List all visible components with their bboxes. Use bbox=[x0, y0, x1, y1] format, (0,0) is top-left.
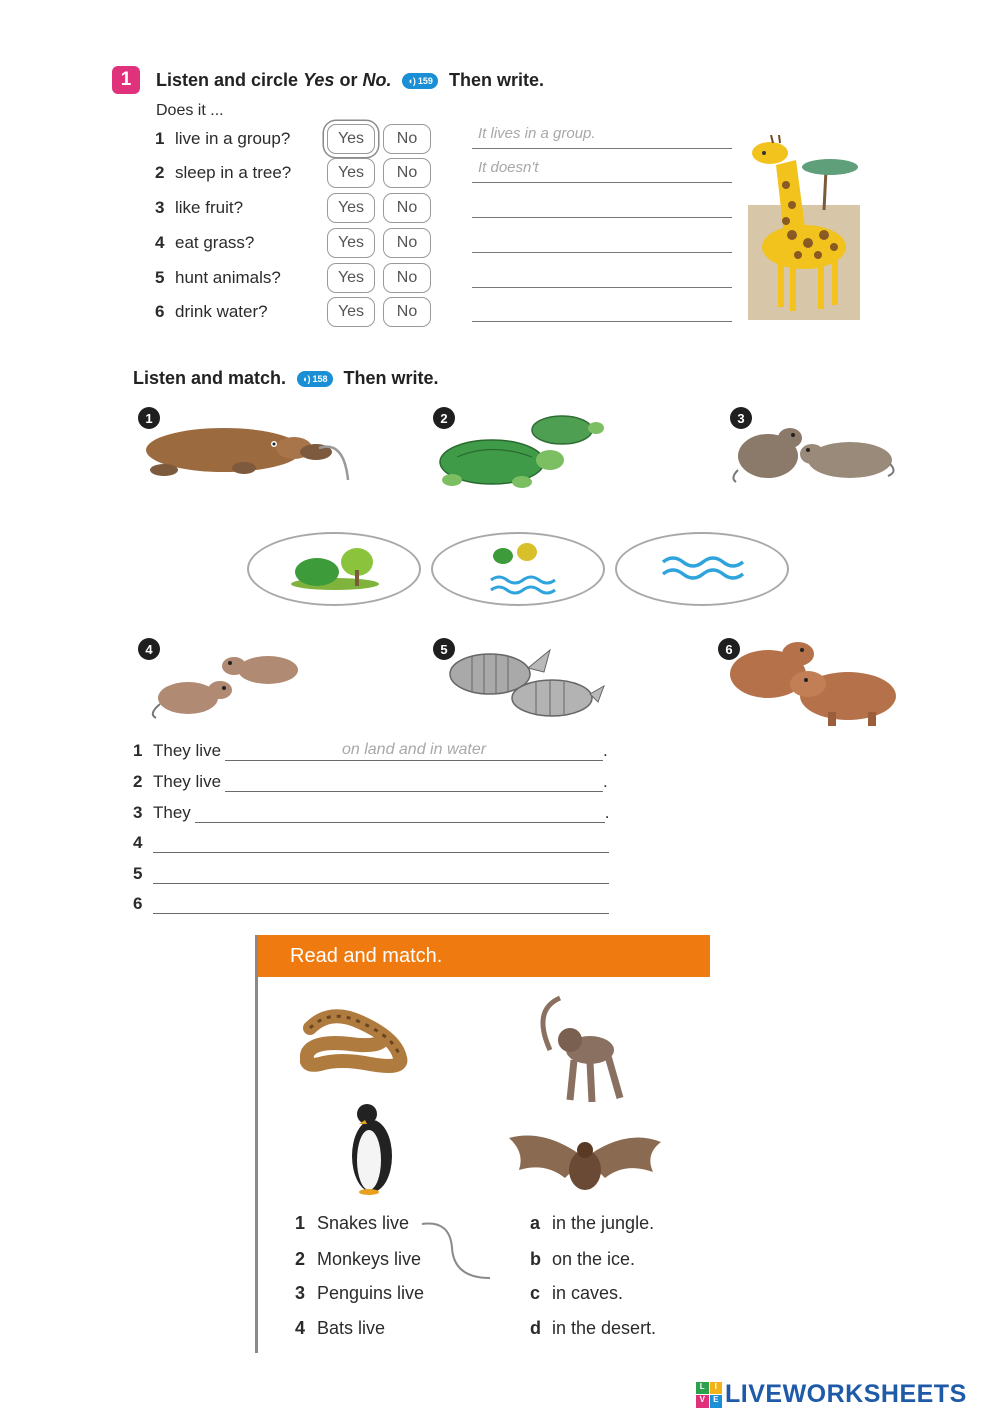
no-label: No bbox=[396, 269, 418, 286]
match-right-item[interactable] bbox=[530, 1315, 656, 1341]
sentence-start: They live bbox=[153, 741, 222, 760]
exercise2-heading bbox=[133, 368, 439, 389]
no-option[interactable] bbox=[383, 297, 431, 327]
sentence-number: 5 bbox=[133, 864, 143, 883]
logo-letter: V bbox=[696, 1395, 709, 1408]
answer-text: It doesn't bbox=[478, 159, 539, 176]
question-text: sleep in a tree? bbox=[175, 163, 292, 182]
question-row bbox=[155, 193, 243, 223]
answer-input[interactable] bbox=[472, 194, 732, 218]
snake-photo bbox=[300, 1008, 420, 1078]
animal-number-badge: 5 bbox=[433, 638, 455, 660]
penguin-photo bbox=[345, 1100, 400, 1196]
writing-row bbox=[133, 737, 608, 761]
writing-input[interactable] bbox=[153, 894, 609, 914]
yes-label: Yes bbox=[337, 164, 365, 181]
heading-part: Then write. bbox=[343, 368, 439, 388]
match-right-item[interactable] bbox=[530, 1210, 654, 1236]
logo-letter: E bbox=[710, 1395, 723, 1408]
yes-label: Yes bbox=[337, 199, 365, 216]
question-text: live in a group? bbox=[175, 129, 291, 148]
logo-letter: L bbox=[696, 1382, 709, 1395]
writing-input[interactable] bbox=[153, 864, 609, 884]
heading-or: or bbox=[339, 70, 358, 90]
trees-icon bbox=[249, 534, 419, 604]
habitat-land-water-bubble[interactable] bbox=[431, 532, 605, 606]
bat-photo bbox=[505, 1128, 665, 1194]
sentence-number: 4 bbox=[133, 833, 143, 852]
question-text: like fruit? bbox=[175, 198, 244, 217]
writing-row bbox=[133, 768, 608, 792]
match-right-letter: c bbox=[530, 1282, 541, 1303]
match-line-example bbox=[420, 1218, 500, 1284]
sentence-end: . bbox=[603, 772, 608, 791]
question-number: 1 bbox=[155, 129, 165, 148]
match-left-number: 3 bbox=[295, 1282, 306, 1303]
match-right-letter: d bbox=[530, 1317, 541, 1338]
yes-label: Yes bbox=[337, 269, 365, 286]
answer-input[interactable] bbox=[472, 125, 732, 149]
sentence-number: 1 bbox=[133, 741, 143, 760]
no-label: No bbox=[396, 130, 418, 147]
writing-answer: on land and in water bbox=[341, 741, 487, 758]
trees-and-water-icon bbox=[433, 534, 603, 604]
question-number: 6 bbox=[155, 302, 165, 321]
match-left-number: 1 bbox=[295, 1212, 306, 1233]
heading-no: No. bbox=[362, 70, 392, 90]
habitat-water-bubble[interactable] bbox=[615, 532, 789, 606]
writing-row bbox=[133, 799, 610, 823]
no-option[interactable] bbox=[383, 263, 431, 293]
question-text: eat grass? bbox=[175, 233, 255, 252]
match-right-text: on the ice. bbox=[552, 1248, 636, 1269]
giraffe-illustration bbox=[748, 135, 860, 320]
match-left-text: Snakes live bbox=[317, 1212, 410, 1233]
writing-row bbox=[133, 890, 609, 914]
no-option[interactable] bbox=[383, 158, 431, 188]
match-left-number: 4 bbox=[295, 1317, 306, 1338]
yes-option[interactable] bbox=[327, 158, 375, 188]
audio-track-icon[interactable]: ◖) 158 bbox=[297, 371, 332, 387]
writing-input[interactable] bbox=[195, 803, 605, 823]
question-number: 5 bbox=[155, 268, 165, 287]
answer-input[interactable] bbox=[472, 229, 732, 253]
sentence-end: . bbox=[603, 741, 608, 760]
no-label: No bbox=[396, 199, 418, 216]
match-left-text: Monkeys live bbox=[317, 1248, 422, 1269]
sentence-number: 2 bbox=[133, 772, 143, 791]
exercise3-heading-bar bbox=[258, 935, 710, 977]
no-option[interactable] bbox=[383, 193, 431, 223]
match-right-item[interactable] bbox=[530, 1246, 635, 1272]
yes-option[interactable] bbox=[327, 297, 375, 327]
answer-input[interactable] bbox=[472, 159, 732, 183]
sentence-number: 6 bbox=[133, 894, 143, 913]
no-label: No bbox=[396, 303, 418, 320]
match-right-letter: a bbox=[530, 1212, 541, 1233]
question-text: drink water? bbox=[175, 302, 268, 321]
heading-part: Then write. bbox=[448, 70, 544, 90]
match-right-text: in caves. bbox=[552, 1282, 624, 1303]
answer-text: It lives in a group. bbox=[478, 125, 596, 142]
question-row bbox=[155, 297, 268, 327]
mice-illustration bbox=[148, 648, 308, 720]
exercise1-heading bbox=[156, 70, 544, 91]
match-left-text: Bats live bbox=[317, 1317, 386, 1338]
yes-option[interactable] bbox=[327, 228, 375, 258]
writing-input[interactable] bbox=[225, 741, 603, 761]
habitat-land-bubble[interactable] bbox=[247, 532, 421, 606]
sentence-start: They live bbox=[153, 772, 222, 791]
question-row bbox=[155, 158, 291, 188]
match-left-item[interactable] bbox=[295, 1315, 385, 1341]
answer-input[interactable] bbox=[472, 264, 732, 288]
armadillos-illustration bbox=[432, 640, 607, 722]
match-right-text: in the jungle. bbox=[552, 1212, 655, 1233]
sentence-number: 3 bbox=[133, 803, 143, 822]
liveworksheets-logo bbox=[696, 1380, 967, 1409]
writing-input[interactable] bbox=[225, 772, 603, 792]
match-left-item[interactable] bbox=[295, 1280, 424, 1306]
sentence-end: . bbox=[604, 803, 610, 822]
exercise-number-badge: 1 bbox=[112, 66, 140, 94]
match-left-item[interactable] bbox=[295, 1210, 409, 1236]
no-option[interactable] bbox=[383, 124, 431, 154]
logo-text: LIVEWORKSHEETS bbox=[725, 1380, 967, 1408]
audio-track-number: 158 bbox=[312, 374, 328, 385]
audio-track-icon[interactable]: ◖) 159 bbox=[402, 73, 437, 89]
match-left-number: 2 bbox=[295, 1248, 306, 1269]
match-right-item[interactable] bbox=[530, 1280, 623, 1306]
sentence-start: They bbox=[153, 803, 191, 822]
acacia-tree bbox=[802, 159, 858, 210]
yes-option[interactable] bbox=[327, 124, 375, 154]
monkey-photo bbox=[530, 990, 640, 1108]
heading-part: Listen and circle bbox=[156, 70, 299, 90]
writing-row bbox=[133, 860, 609, 884]
exercise3-heading: Read and match. bbox=[290, 944, 443, 967]
animal-number-badge: 2 bbox=[433, 407, 455, 429]
match-left-text: Penguins live bbox=[317, 1282, 425, 1303]
does-it-prompt: Does it ... bbox=[156, 102, 224, 119]
water-waves-icon bbox=[617, 534, 787, 604]
question-row bbox=[155, 124, 290, 154]
no-label: No bbox=[396, 164, 418, 181]
no-option[interactable] bbox=[383, 228, 431, 258]
yes-label: Yes bbox=[337, 234, 365, 251]
question-row bbox=[155, 228, 254, 258]
yes-label: Yes bbox=[337, 130, 365, 147]
match-left-item[interactable] bbox=[295, 1246, 421, 1272]
heading-part: Listen and match. bbox=[133, 368, 287, 388]
writing-input[interactable] bbox=[153, 833, 609, 853]
animal-number-badge: 4 bbox=[138, 638, 160, 660]
match-right-text: in the desert. bbox=[552, 1317, 657, 1338]
capybaras-illustration bbox=[728, 636, 903, 728]
question-row bbox=[155, 263, 281, 293]
yes-option[interactable] bbox=[327, 263, 375, 293]
writing-row bbox=[133, 829, 609, 853]
audio-track-number: 159 bbox=[417, 76, 433, 87]
yes-label: Yes bbox=[337, 303, 365, 320]
logo-mark-icon bbox=[696, 1382, 722, 1408]
question-number: 4 bbox=[155, 233, 165, 252]
animal-number-badge: 1 bbox=[138, 407, 160, 429]
yes-option[interactable] bbox=[327, 193, 375, 223]
match-right-letter: b bbox=[530, 1248, 541, 1269]
question-number: 3 bbox=[155, 198, 165, 217]
exercise3-border bbox=[255, 935, 258, 1353]
question-number: 2 bbox=[155, 163, 165, 182]
heading-yes: Yes bbox=[303, 70, 335, 90]
animal-number-badge: 3 bbox=[730, 407, 752, 429]
answer-input[interactable] bbox=[472, 298, 732, 322]
animal-number-badge: 6 bbox=[718, 638, 740, 660]
question-text: hunt animals? bbox=[175, 268, 281, 287]
logo-letter: I bbox=[710, 1382, 723, 1395]
no-label: No bbox=[396, 234, 418, 251]
